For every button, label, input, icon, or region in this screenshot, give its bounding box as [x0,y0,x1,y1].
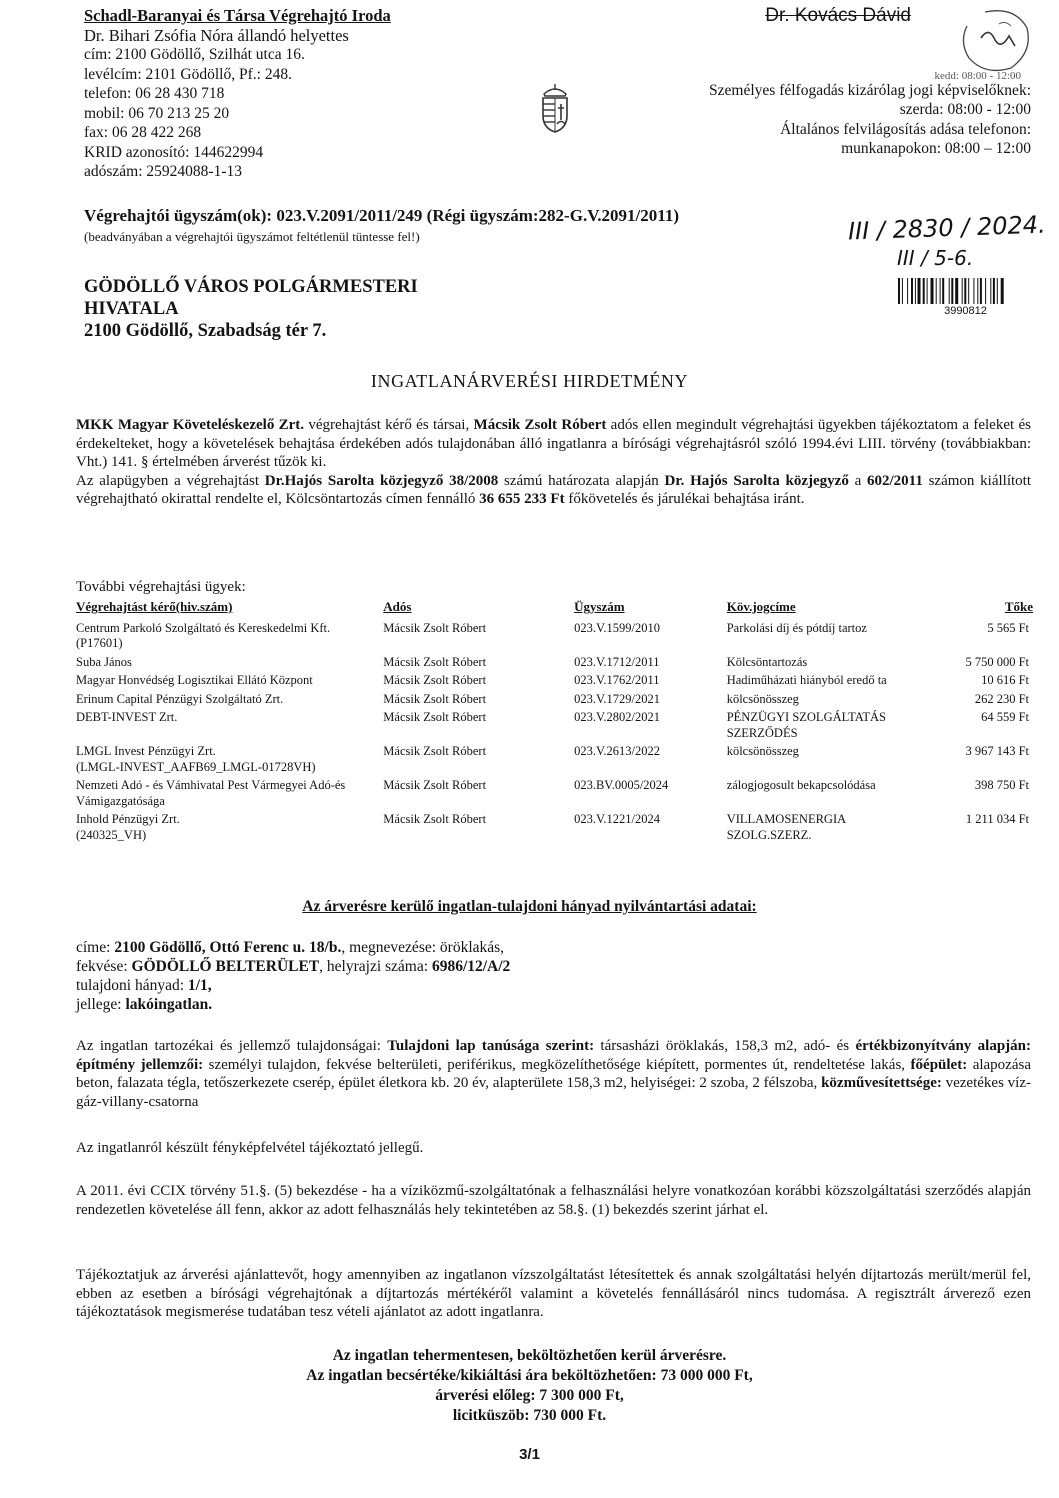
cell-title: Hadiműházati hiányból eredő ta [726,673,887,687]
cell-capital: 398 750 Ft [974,778,1029,792]
cell-creditor: Magyar Honvédség Logisztikai Ellátó Központ [76,673,313,687]
addressee-line: HIVATALA [84,299,179,319]
cell-title: PÉNZÜGYI SZOLGÁLTATÁS SZERZŐDÉS [726,710,887,740]
office-postal: levélcím: 2101 Gödöllő, Pf.: 248. [84,65,292,83]
page-number: 3/1 [519,1446,540,1463]
signature-stamp-icon [955,6,1033,76]
creditor-name: MKK Magyar Követeléskezelő Zrt. [76,417,305,433]
column-header-title: Köv.jogcíme [726,599,796,614]
office-header [84,6,504,182]
water-note: Tájékoztatjuk az árverési ajánlattevőt, hogy amennyiben az ingatlanon vízszolgáltatást létesítettek és annak szolgáltatási helyén díjtartozás merült/merül fel, ebben az esetben a bírósági végrehajtónak a díjtartozás mértékéről valamint a követelés fennállásáról nincs tudomása. A regisztrált árverező ezen tájékoztatások megismerése tudatában tesz vételi ajánlatot az adott ingatlanra. [76,1267,1031,1320]
cases-header-row [76,597,1033,621]
cell-creditor: Erinum Capital Pénzügyi Szolgáltató Zrt. [76,691,284,706]
cell-debtor: Mácsik Zsolt Róbert [383,673,487,687]
auction-terms-line: árverési előleg: 7 300 000 Ft, [435,1387,624,1404]
features-bold: értékbizonyítvány alapján: építmény jellemzői: [76,1038,1031,1073]
cell-case-no: 023.V.1729/2021 [574,691,660,706]
property-section-title: Az árverésre kerülő ingatlan-tulajdoni hányad nyilvántartási adatai: [302,898,757,915]
table-row [76,655,1033,674]
cell-capital: 64 559 Ft [981,710,1029,724]
cell-creditor: LMGL Invest Pénzügyi Zrt. (LMGL-INVEST_AAFB69_LMGL-01728VH) [76,744,316,774]
cell-creditor: DEBT-INVEST Zrt. [76,710,178,724]
phone-info-title: Általános felvilágosítás adása telefonon: [780,120,1031,138]
table-row [76,621,1033,655]
cell-case-no: 023.BV.0005/2024 [574,778,669,792]
intro-text: Az alapügyben a végrehajtást [76,472,265,489]
cell-title: kölcsönösszeg [726,691,799,706]
cell-creditor: Centrum Parkoló Szolgáltató és Kereskedelmi Kft. (P17601) [76,620,331,650]
cell-debtor: Mácsik Zsolt Róbert [383,710,487,724]
intro-paragraph [76,416,1031,509]
photo-note: Az ingatlanról készült fényképfelvétel tájékoztató jellegű. [76,1140,424,1156]
features-paragraph [76,1037,1031,1111]
case-number: Végrehajtói ügyszám(ok): 023.V.2091/2011/249 (Régi ügyszám:282-G.V.2091/2011) [84,206,679,225]
auction-terms-line: Az ingatlan becsértéke/kikiáltási ára beköltözhetően: 73 000 000 Ft, [306,1367,753,1384]
auction-terms-line: Az ingatlan tehermentesen, beköltözhetően kerül árverésre. [332,1347,727,1364]
officer-name: Dr. Kovács Dávid [765,5,911,26]
deputy-name: Dr. Bihari Zsófia Nóra állandó helyettes [84,25,349,45]
features-bold: főépület: [910,1056,968,1073]
law-note: A 2011. évi CCIX törvény 51.§. (5) bekezdése - ha a víziközmű-szolgáltatónak a felhasználási helyre vonatkozóan korábbi közszolgáltatási szerződés alapján rendezetlen követelése áll fenn, akkor az adott felhasználás hely tekintetében az 58.§. (1) bekezdés szerint járhat el. [76,1183,1031,1218]
cell-debtor: Mácsik Zsolt Róbert [383,691,487,706]
reception-hours: szerda: 08:00 - 12:00 [899,101,1031,118]
barcode-number: 3990812 [944,305,987,317]
office-mobile: mobil: 06 70 213 25 20 [84,104,230,122]
features-text: társasházi öröklakás, 158,3 m2, adó- és [594,1038,856,1054]
label: jellege: [76,996,126,1013]
column-header-capital: Tőke [1004,599,1033,614]
cell-debtor: Mácsik Zsolt Róbert [383,778,487,792]
previous-hours: kedd: 08:00 - 12:00 [934,69,1021,81]
reception-title: Személyes félfogadás kizárólag jogi képviselőknek: [709,81,1031,99]
office-tax: adószám: 25924088-1-13 [84,163,242,180]
table-row [76,692,1033,711]
label: , megnevezése: [341,939,440,956]
cell-capital: 262 230 Ft [974,691,1029,706]
debtor-name: Mácsik Zsolt Róbert [473,417,607,433]
cell-case-no: 023.V.1762/2011 [574,673,660,687]
cell-title: zálogjogosult bekapcsolódása [726,778,876,792]
cell-capital: 5 565 Ft [987,620,1029,635]
cell-creditor: Suba János [76,654,132,669]
features-text: alapozása beton, falazata tégla, tetőszerkezete cserép, épület életkora kb. 20 év, alapterülete 158,3 m2, helyiségei: 2 szoba, 2 félszoba, [76,1056,1031,1091]
handwritten-sub-number: III / 5-6. [897,246,974,270]
notary-name: Dr. Hajós Sarolta közjegyző [664,472,849,489]
addressee-line: 2100 Gödöllő, Szabadság tér 7. [84,321,327,341]
label: , helyrajzi száma: [319,958,432,975]
label: tulajdoni hányad: [76,977,188,994]
intro-text: végrehajtást kérő és társai, [304,417,474,433]
cases-heading: További végrehajtási ügyek: [76,579,246,595]
cell-capital: 10 616 Ft [981,673,1029,687]
phone-info-hours: munkanapokon: 08:00 – 12:00 [841,140,1031,157]
case-number-note: (beadványában a végrehajtói ügyszámot feltétlenül tüntesse fel!) [84,229,420,244]
office-krid: KRID azonosító: 144622994 [84,143,264,161]
office-phone: telefon: 06 28 430 718 [84,85,225,102]
cell-debtor: Mácsik Zsolt Róbert [383,812,487,826]
barcode-icon [898,278,1033,304]
intro-text: számon kiállított végrehajtható okirattal rendelte el, Kölcsöntartozás címen fennálló [76,472,1031,507]
column-header-creditor: Végrehajtást kérő(hiv.szám) [76,599,233,614]
table-row [76,744,1033,778]
column-header-case-no: Ügyszám [574,599,625,614]
cell-creditor: Nemzeti Adó - és Vámhivatal Pest Vármegyei Adó-és Vámigazgatósága [76,778,346,808]
table-row [76,812,1033,846]
cell-capital: 5 750 000 Ft [965,654,1029,669]
features-text: vezetékes víz-gáz-villany-csatorna [76,1075,1031,1110]
features-bold: közművesítettsége: [821,1075,942,1091]
intro-text: főkövetelés és járulékai behajtása iránt. [564,491,805,507]
label: címe: [76,939,115,956]
table-row [76,778,1033,812]
document-title: INGATLANÁRVERÉSI HIRDETMÉNY [370,371,689,391]
cell-debtor: Mácsik Zsolt Róbert [383,744,487,758]
cell-case-no: 023.V.2613/2022 [574,744,660,758]
property-address: 2100 Gödöllő, Ottó Ferenc u. 18/b. [114,939,342,956]
cell-debtor: Mácsik Zsolt Róbert [383,654,487,669]
cell-title: VILLAMOSENERGIA SZOLG.SZERZ. [726,812,846,842]
cases-table [76,597,1033,846]
intro-text: adós ellen megindult végrehajtási ügyekben tájékoztatom a feleket és érdekelteket, hogy a követelések behajtása érdekében adós tulajdonában álló ingatlanra a bírósági végrehajtásról szóló 1994.évi LIII. törvény (továbbiakban: Vht.) 141. § értelmében árverést tűzök ki. [76,417,1031,470]
principal-amount: 36 655 233 Ft [479,491,565,507]
cell-debtor: Mácsik Zsolt Róbert [383,620,487,635]
cell-case-no: 023.V.1221/2024 [574,812,660,826]
property-designation: öröklakás, [439,939,505,956]
intro-text: számú határozata alapján [498,472,665,489]
office-name: Schadl-Baranyai és Társa Végrehajtó Iroda [84,6,391,25]
features-bold: Tulajdoni lap tanúsága szerint: [387,1038,595,1054]
property-location: GÖDÖLLŐ BELTERÜLET [131,958,320,975]
cell-case-no: 023.V.2802/2021 [574,710,660,724]
table-row [76,673,1033,692]
label: fekvése: [76,958,132,975]
document-number: 602/2011 [867,472,923,489]
cell-title: kölcsönösszeg [726,744,799,758]
cell-case-no: 023.V.1599/2010 [574,620,660,635]
cell-creditor: Inhold Pénzügyi Zrt. (240325_VH) [76,812,180,842]
features-text: Az ingatlan tartozékai és jellemző tulajdonságai: [76,1038,388,1054]
addressee-line: GÖDÖLLŐ VÁROS POLGÁRMESTERI [84,277,418,297]
office-fax: fax: 06 28 422 268 [84,124,202,141]
coat-of-arms-icon [538,82,572,134]
handwritten-registry-number: III / 2830 / 2024. [847,210,1047,246]
auction-terms [0,1346,1059,1426]
property-details [76,938,510,1014]
cell-case-no: 023.V.1712/2011 [574,654,660,669]
features-text: személyi tulajdon, fekvése belterületi, periférikus, megközelíthetősége kiépített, pormentes út, rendeltetése lakás, [203,1056,911,1073]
cell-capital: 1 211 034 Ft [965,812,1029,826]
office-address: cím: 2100 Gödöllő, Szilhát utca 16. [84,46,305,63]
cell-capital: 3 967 143 Ft [965,744,1029,758]
table-row [76,710,1033,744]
property-type: lakóingatlan. [125,996,213,1013]
column-header-debtor: Adós [383,599,412,614]
auction-terms-line: licitküszöb: 730 000 Ft. [452,1407,607,1424]
property-share: 1/1, [187,977,212,994]
notary-decision: Dr.Hajós Sarolta közjegyző 38/2008 [264,472,499,489]
property-lot-number: 6986/12/A/2 [431,958,511,975]
intro-text: a [848,472,867,489]
addressee [84,276,418,342]
cell-title: Parkolási díj és pótdíj tartoz [726,620,867,635]
cell-title: Kölcsöntartozás [726,654,808,669]
